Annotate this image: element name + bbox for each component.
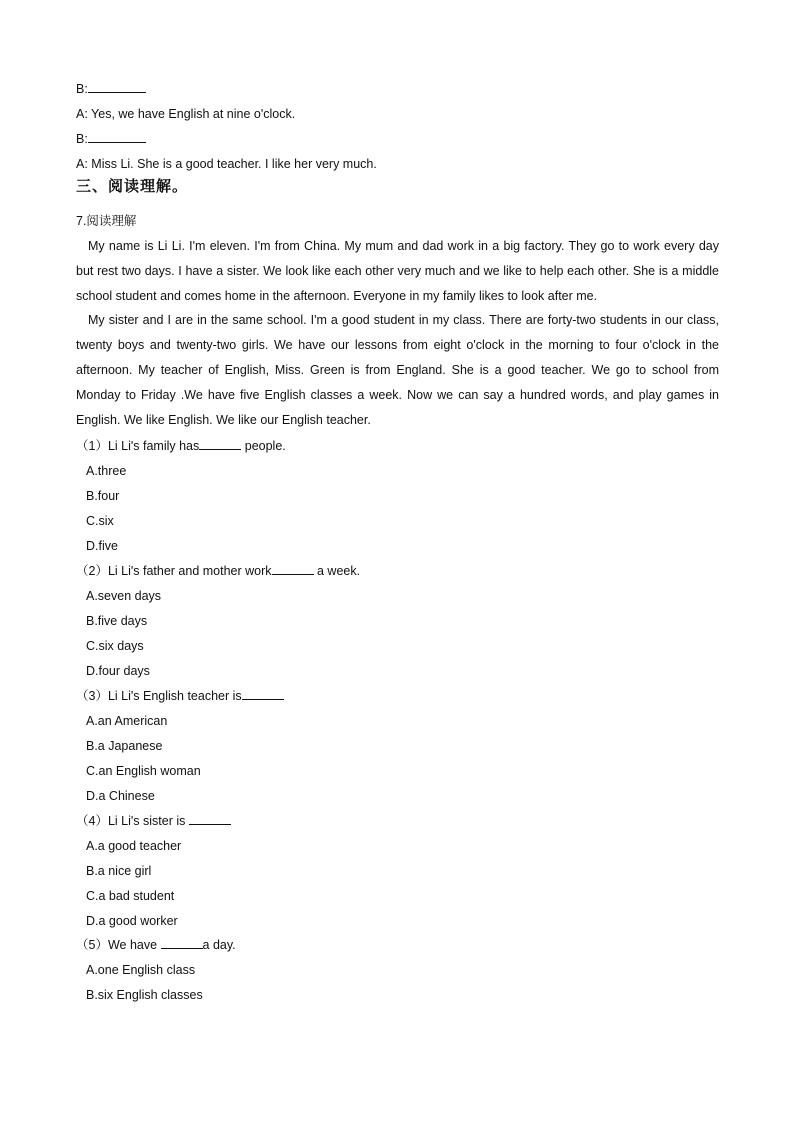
option-b[interactable]: B.four [86, 489, 120, 503]
question-5 [76, 937, 236, 953]
passage-paragraph-1 [76, 234, 719, 309]
answer-blank[interactable] [242, 688, 284, 700]
question-stem: Li Li's family has [107, 439, 200, 453]
option-b[interactable]: B.five days [86, 614, 148, 628]
section-title: 三、阅读理解。 [76, 178, 189, 195]
question-title: 7.阅读理解 [76, 214, 137, 228]
option-d[interactable]: D.five [86, 539, 118, 553]
option-c[interactable]: C.six [86, 514, 114, 528]
passage-text: My name is Li Li. I'm eleven. I'm from China. My mum and dad work in a big factory. They go to work every day but rest two days. I have a sister. We look like each other very much and we like to help each other. She is a middle school student and comes home in the afternoon. Everyone in my family likes to look after me. [76, 239, 719, 303]
passage-paragraph-2 [76, 308, 719, 433]
option-d[interactable]: D.a good worker [86, 914, 178, 928]
answer-blank[interactable] [199, 438, 241, 450]
option-a[interactable]: A.one English class [86, 963, 196, 977]
option-a[interactable]: A.a good teacher [86, 839, 182, 853]
speaker-b-label: B: [76, 132, 88, 146]
speaker-b-label: B: [76, 82, 88, 96]
question-number: （2） [76, 564, 108, 578]
question-2 [76, 563, 360, 579]
option-b[interactable]: B.a Japanese [86, 739, 163, 753]
answer-blank[interactable] [272, 563, 314, 575]
option-c[interactable]: C.six days [86, 639, 144, 653]
question-number: （4） [76, 814, 108, 828]
option-d[interactable]: D.four days [86, 664, 150, 678]
question-stem: Li Li's father and mother work [107, 564, 272, 578]
question-3 [76, 688, 284, 704]
dialog-line-a1: A: Yes, we have English at nine o'clock. [76, 107, 296, 121]
question-stem: Li Li's English teacher is [107, 689, 242, 703]
answer-blank[interactable] [189, 813, 231, 825]
question-number: （5） [76, 938, 108, 952]
question-number: （3） [76, 689, 108, 703]
answer-blank[interactable] [161, 937, 203, 949]
option-c[interactable]: C.a bad student [86, 889, 175, 903]
question-number: （1） [76, 439, 108, 453]
dialog-line-b2 [76, 131, 146, 147]
question-1 [76, 438, 286, 454]
passage-text: My sister and I are in the same school. I'm a good student in my class. There are forty-two students in our class, twenty boys and twenty-two girls. We have our lessons from eight o'clock in the morning to four o'clock in the afternoon. My teacher of English, Miss. Green is from England. She is a good teacher. We go to school from Monday to Friday .We have five English classes a week. Now we can say a hundred words, and play games in English. We like English. We like our English teacher. [76, 313, 719, 427]
answer-blank[interactable] [88, 81, 146, 93]
option-c[interactable]: C.an English woman [86, 764, 201, 778]
answer-blank[interactable] [88, 131, 146, 143]
question-stem-end: a week. [313, 564, 361, 578]
dialog-line-a2: A: Miss Li. She is a good teacher. I like her very much. [76, 157, 377, 171]
option-a[interactable]: A.an American [86, 714, 168, 728]
question-stem-end: people. [241, 439, 286, 453]
option-a[interactable]: A.seven days [86, 589, 162, 603]
option-a[interactable]: A.three [86, 464, 127, 478]
option-d[interactable]: D.a Chinese [86, 789, 155, 803]
option-b[interactable]: B.a nice girl [86, 864, 152, 878]
question-4 [76, 813, 231, 829]
option-b[interactable]: B.six English classes [86, 988, 203, 1002]
question-stem-end: a day. [202, 938, 236, 952]
question-stem: Li Li's sister is [107, 814, 189, 828]
dialog-line-b1 [76, 81, 146, 97]
question-stem: We have [107, 938, 161, 952]
